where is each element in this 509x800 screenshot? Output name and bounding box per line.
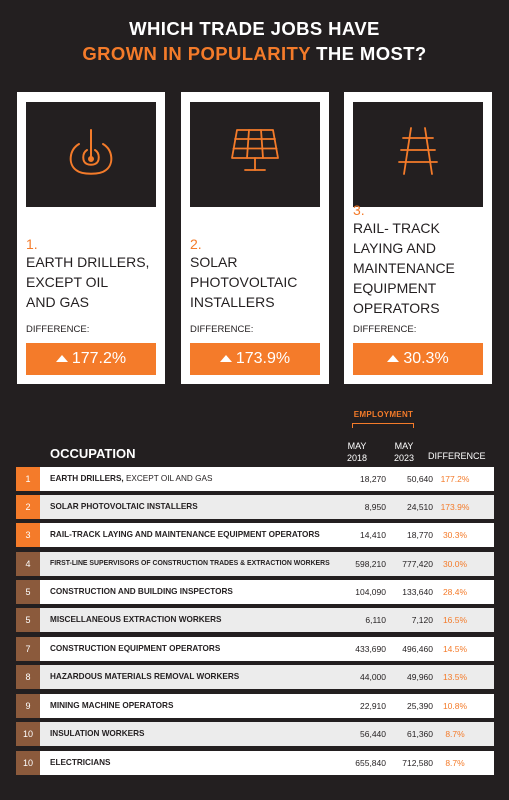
row-difference: 10.8%: [442, 701, 468, 711]
card-name-line: RAIL- TRACK: [353, 220, 440, 236]
up-arrow-icon: [387, 355, 399, 362]
page-title: [0, 16, 509, 66]
card-icon-panel: [190, 102, 320, 207]
table-row: [16, 552, 494, 576]
row-difference: 30.0%: [442, 559, 468, 569]
card-occupation-name: [190, 252, 322, 312]
difference-value: 173.9%: [235, 350, 291, 367]
card-name-line: EXCEPT OIL: [26, 274, 109, 290]
row-difference: 16.5%: [442, 615, 468, 625]
employment-label: EMPLOYMENT: [353, 410, 414, 419]
table-row: [16, 665, 494, 689]
row-rank: 10: [16, 751, 40, 775]
row-rank: 7: [16, 637, 40, 661]
up-arrow-icon: [56, 355, 68, 362]
employment-bracket: [352, 423, 414, 428]
title-accent: GROWN IN POPULARITY: [82, 43, 311, 64]
table-row: [16, 608, 494, 632]
row-difference: 173.9%: [440, 502, 470, 512]
row-2018-value: 655,840: [355, 758, 386, 768]
row-occupation: INSULATION WORKERS: [50, 729, 145, 738]
card-name-line: EARTH DRILLERS,: [26, 254, 150, 270]
occupation-header: OCCUPATION: [50, 446, 136, 461]
table-row: [16, 694, 494, 718]
row-difference: 177.2%: [440, 474, 470, 484]
occupation-bold: EARTH DRILLERS,: [50, 474, 124, 483]
card-name-line: EQUIPMENT: [353, 280, 437, 296]
difference-value: 177.2%: [71, 350, 127, 367]
difference-label: DIFFERENCE:: [190, 324, 254, 335]
row-2018-value: 14,410: [360, 530, 386, 540]
row-rank: 5: [16, 580, 40, 604]
difference-label: DIFFERENCE:: [353, 324, 417, 335]
difference-header: DIFFERENCE: [428, 451, 486, 461]
row-2018-value: 56,440: [360, 729, 386, 739]
row-2023-value: 133,640: [402, 587, 433, 597]
row-occupation: FIRST-LINE SUPERVISORS OF CONSTRUCTION TRADES & EXTRACTION WORKERS: [50, 560, 330, 567]
row-2018-value: 44,000: [360, 672, 386, 682]
card-name-line: OPERATORS: [353, 300, 440, 316]
card-name-line: INSTALLERS: [190, 294, 275, 310]
row-rank: 8: [16, 665, 40, 689]
row-occupation: CONSTRUCTION AND BUILDING INSPECTORS: [50, 587, 233, 596]
difference-value-box: [353, 343, 483, 375]
table-row: [16, 637, 494, 661]
card-icon-panel: [26, 102, 156, 207]
card-rank-2: [181, 92, 329, 384]
row-difference: 28.4%: [442, 587, 468, 597]
card-rank-number: 3.: [353, 202, 365, 218]
row-occupation: CONSTRUCTION EQUIPMENT OPERATORS: [50, 644, 221, 653]
card-name-line: SOLAR: [190, 254, 238, 270]
header-line: 2018: [346, 453, 368, 463]
title-line-2: [0, 41, 509, 66]
row-rank: 2: [16, 495, 40, 519]
title-line-1: WHICH TRADE JOBS HAVE: [129, 18, 380, 39]
rail-track-icon: [353, 102, 483, 207]
may-2018-header: [337, 440, 377, 464]
row-occupation: HAZARDOUS MATERIALS REMOVAL WORKERS: [50, 672, 240, 681]
difference-label: DIFFERENCE:: [26, 324, 90, 335]
occupation-rest: EXCEPT OIL AND GAS: [123, 474, 213, 483]
row-occupation: RAIL-TRACK LAYING AND MAINTENANCE EQUIPMENT OPERATORS: [50, 530, 320, 539]
row-difference: 13.5%: [442, 672, 468, 682]
row-2023-value: 61,360: [407, 729, 433, 739]
row-2018-value: 433,690: [355, 644, 386, 654]
header-line: MAY: [394, 441, 414, 451]
card-rank-number: 1.: [26, 236, 38, 252]
row-2023-value: 25,390: [407, 701, 433, 711]
difference-value-box: [190, 343, 320, 375]
row-2023-value: 24,510: [407, 502, 433, 512]
row-2018-value: 598,210: [355, 559, 386, 569]
card-rank-3: [344, 92, 492, 384]
row-2023-value: 50,640: [407, 474, 433, 484]
table-row: [16, 523, 494, 547]
row-2018-value: 22,910: [360, 701, 386, 711]
card-rank-1: [17, 92, 165, 384]
row-occupation: MINING MACHINE OPERATORS: [50, 701, 174, 710]
table-row: [16, 495, 494, 519]
row-2018-value: 18,270: [360, 474, 386, 484]
table-row: [16, 467, 494, 491]
row-2023-value: 777,420: [402, 559, 433, 569]
card-occupation-name: [353, 218, 485, 318]
row-occupation: ELECTRICIANS: [50, 758, 111, 767]
card-icon-panel: [353, 102, 483, 207]
header-line: MAY: [347, 441, 367, 451]
drill-icon: [26, 102, 156, 207]
row-difference: 14.5%: [442, 644, 468, 654]
row-difference: 8.7%: [445, 758, 465, 768]
table-row: [16, 751, 494, 775]
row-rank: 1: [16, 467, 40, 491]
row-difference: 30.3%: [442, 530, 468, 540]
difference-value-box: [26, 343, 156, 375]
row-2023-value: 7,120: [411, 615, 433, 625]
row-occupation: SOLAR PHOTOVOLTAIC INSTALLERS: [50, 502, 198, 511]
title-rest: THE MOST?: [310, 43, 427, 64]
row-occupation: [50, 467, 212, 491]
row-rank: 5: [16, 608, 40, 632]
card-name-line: AND GAS: [26, 294, 90, 310]
card-name-line: LAYING AND: [353, 240, 436, 256]
row-difference: 8.7%: [445, 729, 465, 739]
card-name-line: MAINTENANCE: [353, 260, 455, 276]
row-rank: 4: [16, 552, 40, 576]
card-rank-number: 2.: [190, 236, 202, 252]
row-2018-value: 8,950: [364, 502, 386, 512]
difference-value: 30.3%: [403, 350, 449, 367]
row-rank: 9: [16, 694, 40, 718]
row-2018-value: 104,090: [355, 587, 386, 597]
up-arrow-icon: [220, 355, 232, 362]
row-rank: 3: [16, 523, 40, 547]
row-2023-value: 18,770: [407, 530, 433, 540]
row-2023-value: 712,580: [402, 758, 433, 768]
table-row: [16, 580, 494, 604]
row-2018-value: 6,110: [365, 615, 386, 625]
row-2023-value: 496,460: [402, 644, 433, 654]
header-line: 2023: [393, 453, 415, 463]
row-rank: 10: [16, 722, 40, 746]
table-row: [16, 722, 494, 746]
row-occupation: MISCELLANEOUS EXTRACTION WORKERS: [50, 615, 222, 624]
card-occupation-name: [26, 252, 158, 312]
card-name-line: PHOTOVOLTAIC: [190, 274, 298, 290]
row-2023-value: 49,960: [407, 672, 433, 682]
may-2023-header: [384, 440, 424, 464]
solar-panel-icon: [190, 102, 320, 207]
